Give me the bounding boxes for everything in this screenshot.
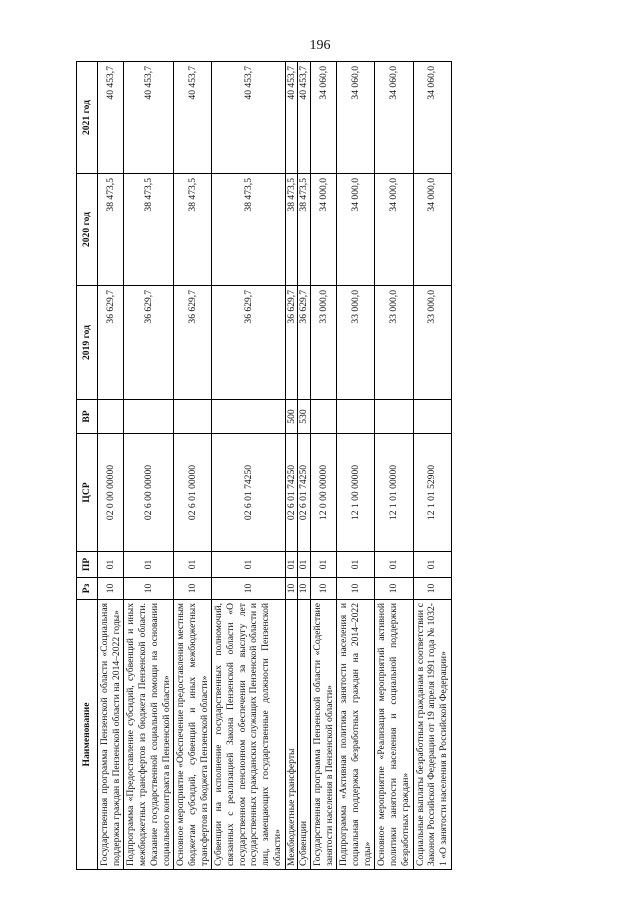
row-2021: 40 453,7 (174, 62, 212, 174)
row-name: Основное мероприятие «Обеспечение предоставления местным бюджетам субсидий, субвенций и иных межбюджетных трансфертов из бюджета Пензенской области» (174, 600, 212, 870)
row-pr: 01 (174, 552, 212, 578)
page-number: 196 (309, 38, 331, 53)
row-pr: 01 (310, 552, 336, 578)
header-csr: ЦСР (77, 434, 98, 552)
row-2021: 34 060,0 (413, 62, 451, 174)
row-name: Основное мероприятие «Реализация мероприятий активной политики занятости населения и социальной поддержки безработных граждан» (375, 600, 413, 870)
row-csr: 02 6 01 00000 (174, 434, 212, 552)
row-2019: 36 629,7 (298, 286, 311, 400)
row-2021: 34 060,0 (375, 62, 413, 174)
header-pr: ПР (77, 552, 98, 578)
table-row (285, 62, 298, 870)
row-2020: 38 473,5 (174, 174, 212, 286)
row-pr: 01 (212, 552, 285, 578)
row-csr: 12 1 01 00000 (375, 434, 413, 552)
row-rz: 10 (174, 578, 212, 600)
row-name: Межбюджетные трансферты (285, 600, 298, 870)
row-pr: 01 (98, 552, 124, 578)
row-pr: 01 (375, 552, 413, 578)
row-rz: 10 (98, 578, 124, 600)
header-vr: ВР (77, 400, 98, 434)
row-name: Государственная программа Пензенской области «Социальная поддержка граждан в Пензенской области на 2014–2022 годы» (98, 600, 124, 870)
row-2020: 34 000,0 (413, 174, 451, 286)
header-rz: Рз (77, 578, 98, 600)
row-rz: 10 (124, 578, 174, 600)
row-pr: 01 (298, 552, 311, 578)
row-2019: 33 000,0 (413, 286, 451, 400)
row-2019: 36 629,7 (124, 286, 174, 400)
row-2020: 34 000,0 (310, 174, 336, 286)
table-row (310, 62, 336, 870)
row-name: Подпрограмма «Предоставление субсидий, субвенций и иных межбюджетных трансфертов из бюджета Пензенской области. Оказание государственной социальной помощи на основании социального контракта в Пензенской области» (124, 600, 174, 870)
row-2021: 40 453,7 (98, 62, 124, 174)
row-rz: 10 (285, 578, 298, 600)
row-2020: 34 000,0 (337, 174, 375, 286)
row-vr (212, 400, 285, 434)
row-2021: 40 453,7 (212, 62, 285, 174)
row-vr (174, 400, 212, 434)
row-2021: 34 060,0 (337, 62, 375, 174)
row-csr: 12 1 00 00000 (337, 434, 375, 552)
row-2020: 38 473,5 (98, 174, 124, 286)
row-vr: 500 (285, 400, 298, 434)
row-2019: 36 629,7 (174, 286, 212, 400)
row-csr: 02 6 00 00000 (124, 434, 174, 552)
budget-table (76, 61, 452, 870)
table-row (413, 62, 451, 870)
table-row (98, 62, 124, 870)
row-name: Социальные выплаты безработным гражданам в соответствии с Законом Российской Федерации от 19 апреля 1991 года № 1032-1 «О занятости населения в Российской Федерации» (413, 600, 451, 870)
row-csr: 12 0 00 00000 (310, 434, 336, 552)
row-vr (413, 400, 451, 434)
row-csr: 02 6 01 74250 (285, 434, 298, 552)
row-name: Субвенции на исполнение государственных полномочий, связанных с реализацией Закона Пензенской области «О государственном пенсионном обеспечении за выслугу лет государственных гражданских служащих Пензенской области и лиц, замещающих государственные должности Пензенской области» (212, 600, 285, 870)
header-2020: 2020 год (77, 174, 98, 286)
header-2019: 2019 год (77, 286, 98, 400)
rotated-table-wrapper (76, 62, 584, 870)
table-row (174, 62, 212, 870)
row-csr: 02 0 00 00000 (98, 434, 124, 552)
row-2020: 38 473,5 (298, 174, 311, 286)
row-2021: 34 060,0 (310, 62, 336, 174)
row-pr: 01 (337, 552, 375, 578)
budget-table-rotated (76, 62, 584, 870)
row-name: Государственная программа Пензенской области «Содействие занятости населения в Пензенской области» (310, 600, 336, 870)
row-vr: 530 (298, 400, 311, 434)
row-2021: 40 453,7 (285, 62, 298, 174)
row-2019: 36 629,7 (285, 286, 298, 400)
table-row (212, 62, 285, 870)
row-rz: 10 (413, 578, 451, 600)
row-2019: 36 629,7 (98, 286, 124, 400)
row-2019: 36 629,7 (212, 286, 285, 400)
row-rz: 10 (298, 578, 311, 600)
table-row (298, 62, 311, 870)
header-2021: 2021 год (77, 62, 98, 174)
row-vr (124, 400, 174, 434)
row-vr (98, 400, 124, 434)
row-rz: 10 (212, 578, 285, 600)
row-2019: 33 000,0 (375, 286, 413, 400)
row-2020: 38 473,5 (212, 174, 285, 286)
row-2020: 34 000,0 (375, 174, 413, 286)
table-row (124, 62, 174, 870)
table-header-row (77, 62, 98, 870)
row-pr: 01 (413, 552, 451, 578)
row-csr: 02 6 01 74250 (212, 434, 285, 552)
row-2021: 40 453,7 (124, 62, 174, 174)
row-pr: 01 (285, 552, 298, 578)
row-csr: 02 6 01 74250 (298, 434, 311, 552)
row-pr: 01 (124, 552, 174, 578)
row-vr (375, 400, 413, 434)
table-row (375, 62, 413, 870)
row-2020: 38 473,5 (285, 174, 298, 286)
row-name: Подпрограмма «Активная политика занятости населения и социальная поддержка безработных граждан на 2014–2022 годы» (337, 600, 375, 870)
row-name: Субвенции (298, 600, 311, 870)
row-vr (337, 400, 375, 434)
row-vr (310, 400, 336, 434)
header-name: Наименование (77, 600, 98, 870)
row-2019: 33 000,0 (310, 286, 336, 400)
row-csr: 12 1 01 52900 (413, 434, 451, 552)
row-2019: 33 000,0 (337, 286, 375, 400)
row-rz: 10 (310, 578, 336, 600)
row-2021: 40 453,7 (298, 62, 311, 174)
row-rz: 10 (375, 578, 413, 600)
table-row (337, 62, 375, 870)
row-rz: 10 (337, 578, 375, 600)
row-2020: 38 473,5 (124, 174, 174, 286)
